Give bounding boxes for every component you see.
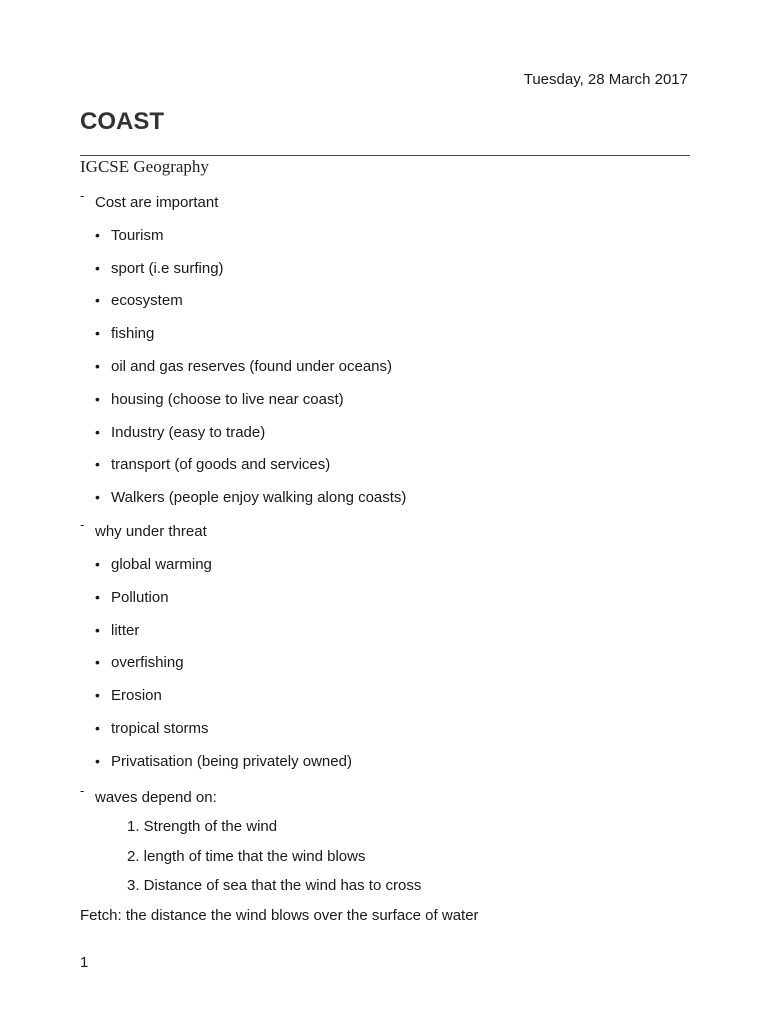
list-item-text: Walkers (people enjoy walking along coasts) [111, 489, 407, 506]
dash-marker: - [80, 517, 85, 532]
numbered-item: 2. length of time that the wind blows [127, 848, 366, 865]
numbered-item: 3. Distance of sea that the wind has to cross [127, 877, 422, 894]
date: Tuesday, 28 March 2017 [523, 71, 688, 88]
dash-marker: - [80, 188, 85, 203]
list-item [95, 753, 352, 770]
bullet-icon: • [95, 358, 100, 374]
list-item-text: oil and gas reserves (found under oceans) [111, 358, 393, 375]
page-number: 1 [80, 954, 89, 971]
list-item [95, 424, 265, 441]
list-item-text: fishing [111, 325, 155, 342]
list-item [95, 292, 183, 309]
bullet-icon: • [95, 325, 100, 341]
list-item-text: transport (of goods and services) [111, 456, 331, 473]
list-item [95, 489, 406, 506]
list-item-text: sport (i.e surfing) [111, 260, 224, 277]
list-item-text: litter [111, 622, 140, 639]
list-item [95, 227, 164, 244]
bullet-icon: • [95, 556, 100, 572]
list-item [95, 720, 209, 737]
page-title: COAST [80, 108, 164, 135]
list-item [95, 391, 344, 408]
section-heading-text: why under threat [95, 523, 207, 540]
list-item-text: Privatisation (being privately owned) [111, 753, 352, 770]
bullet-icon: • [95, 292, 100, 308]
list-item [95, 622, 139, 639]
bullet-icon: • [95, 227, 100, 243]
bullet-icon: • [95, 622, 100, 638]
bullet-icon: • [95, 424, 100, 440]
list-item [95, 556, 212, 573]
list-item-text: global warming [111, 556, 212, 573]
bullet-icon: • [95, 589, 100, 605]
bullet-icon: • [95, 687, 100, 703]
title-rule [80, 155, 690, 156]
list-item [95, 654, 184, 671]
list-item-text: Pollution [111, 589, 169, 606]
bullet-icon: • [95, 720, 100, 736]
list-item-text: Erosion [111, 687, 162, 704]
bullet-icon: • [95, 753, 100, 769]
dash-marker: - [80, 783, 85, 798]
section-heading-importance [80, 188, 219, 211]
list-item [95, 325, 154, 342]
list-item-text: ecosystem [111, 292, 183, 309]
list-item [95, 260, 224, 277]
list-item-text: tropical storms [111, 720, 209, 737]
list-item-text: Tourism [111, 227, 164, 244]
list-item [95, 456, 330, 473]
bullet-icon: • [95, 260, 100, 276]
section-heading-waves [80, 783, 217, 806]
section-heading-threats [80, 517, 207, 540]
list-item-text: overfishing [111, 654, 184, 671]
list-item-text: Industry (easy to trade) [111, 424, 266, 441]
bullet-icon: • [95, 654, 100, 670]
numbered-item: 1. Strength of the wind [127, 818, 278, 835]
section-heading-text: Cost are important [95, 194, 219, 211]
subtitle: IGCSE Geography [80, 157, 209, 176]
list-item [95, 589, 169, 606]
bullet-icon: • [95, 489, 100, 505]
bullet-icon: • [95, 391, 100, 407]
section-heading-text: waves depend on: [95, 789, 217, 806]
bullet-icon: • [95, 456, 100, 472]
fetch-definition: Fetch: the distance the wind blows over the surface of water [80, 907, 479, 924]
list-item [95, 358, 392, 375]
list-item [95, 687, 162, 704]
list-item-text: housing (choose to live near coast) [111, 391, 344, 408]
